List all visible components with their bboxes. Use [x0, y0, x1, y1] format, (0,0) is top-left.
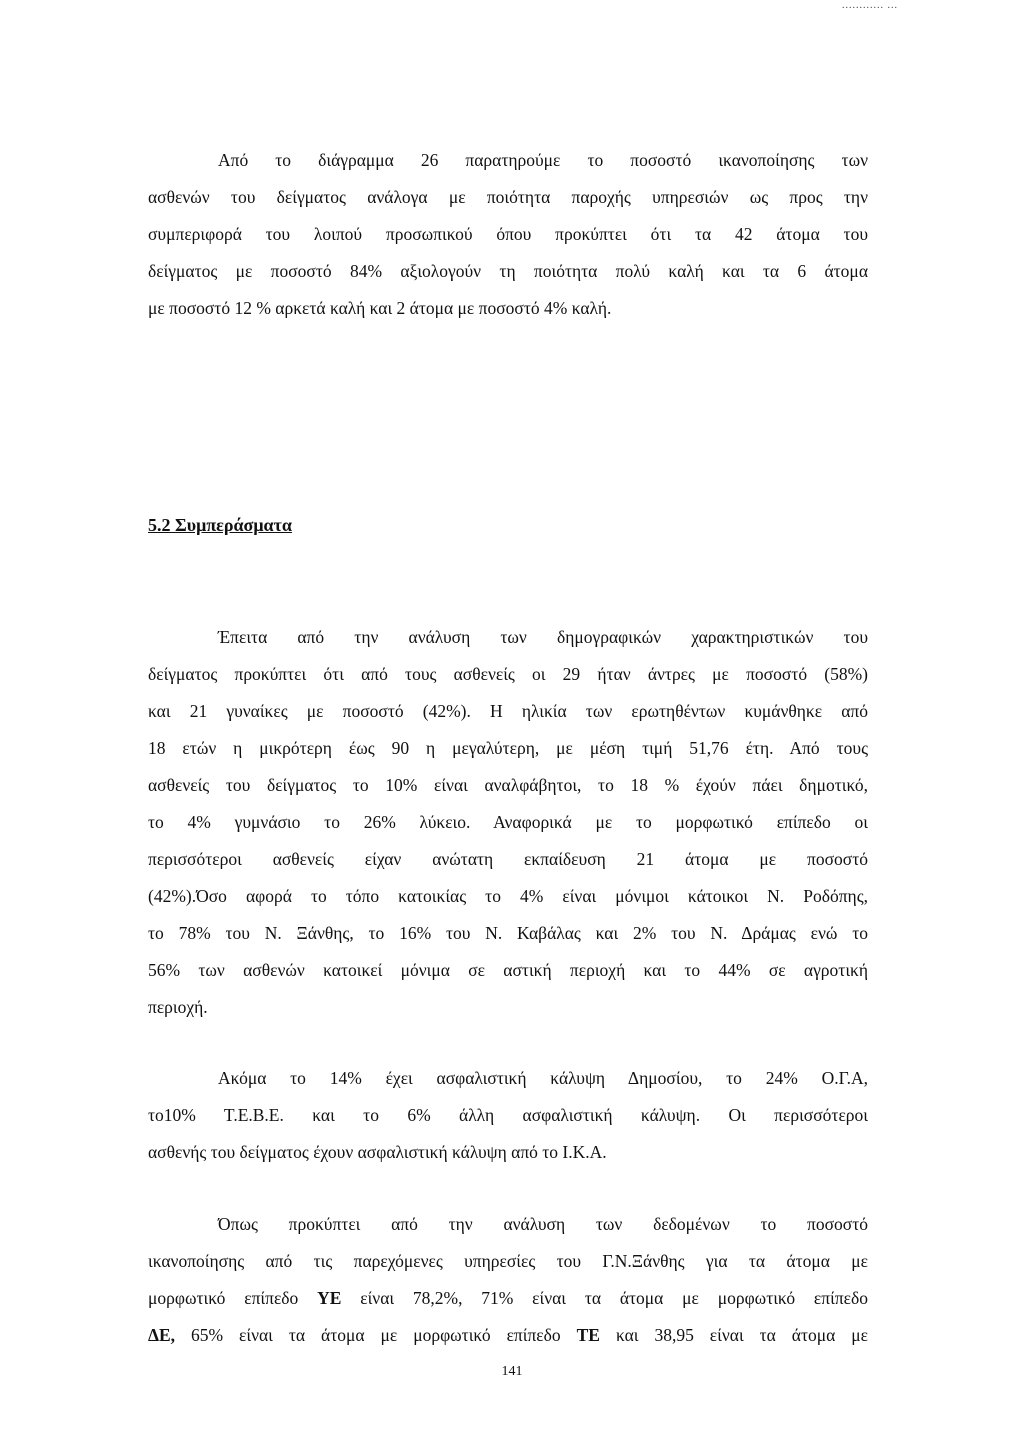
text-line: [148, 1317, 868, 1354]
paragraph-insurance: [148, 1060, 868, 1171]
bold-text: ΥΕ: [317, 1288, 342, 1308]
text-line: Ακόμα το 14% έχει ασφαλιστική κάλυψη Δημοσίου, το 24% Ο.Γ.Α,: [218, 1068, 868, 1088]
text-span: και 38,95 είναι τα άτομα με: [599, 1325, 868, 1345]
paragraph-diagram-26: [148, 142, 868, 327]
text-line: περισσότεροι ασθενείς είχαν ανώτατη εκπαίδευση 21 άτομα με ποσοστό: [148, 849, 868, 869]
text-line: ασθενής του δείγματος έχουν ασφαλιστική κάλυψη από το Ι.Κ.Α.: [148, 1142, 607, 1162]
paragraph-satisfaction: [148, 1206, 868, 1354]
text-span: μορφωτικό επίπεδο: [148, 1288, 318, 1308]
text-line: Όπως προκύπτει από την ανάλυση των δεδομένων το ποσοστό: [218, 1214, 868, 1234]
text-line: συμπεριφορά του λοιπού προσωπικού όπου προκύπτει ότι τα 42 άτομα του: [148, 224, 868, 244]
text-line: ασθενών του δείγματος ανάλογα με ποιότητα παροχής υπηρεσιών ως προς την: [148, 187, 868, 207]
text-span: 65% είναι τα άτομα με μορφωτικό επίπεδο: [175, 1325, 577, 1345]
scan-artifact: ............ ...: [842, 0, 898, 11]
bold-text: ΔΕ,: [148, 1325, 176, 1345]
text-line: δείγματος με ποσοστό 84% αξιολογούν τη ποιότητα πολύ καλή και τα 6 άτομα: [148, 261, 868, 281]
page-number: 141: [501, 1364, 523, 1379]
text-line: Από το διάγραμμα 26 παρατηρούμε το ποσοστό ικανοποίησης των: [218, 150, 868, 170]
text-line: [148, 1280, 868, 1317]
text-line: με ποσοστό 12 % αρκετά καλή και 2 άτομα με ποσοστό 4% καλή.: [148, 298, 612, 318]
text-line: δείγματος προκύπτει ότι από τους ασθενείς οι 29 ήταν άντρες με ποσοστό (58%): [148, 664, 868, 684]
text-line: και 21 γυναίκες με ποσοστό (42%). Η ηλικία των ερωτηθέντων κυμάνθηκε από: [148, 701, 868, 721]
text-line: 56% των ασθενών κατοικεί μόνιμα σε αστική περιοχή και το 44% σε αγροτική: [148, 960, 868, 980]
paragraph-demographics: [148, 619, 868, 1026]
text-line: (42%).Όσο αφορά το τόπο κατοικίας το 4% είναι μόνιμοι κάτοικοι Ν. Ροδόπης,: [148, 886, 868, 906]
bold-text: ΤΕ: [576, 1325, 600, 1345]
text-line: περιοχή.: [148, 997, 208, 1017]
text-line: 18 ετών η μικρότερη έως 90 η μεγαλύτερη, με μέση τιμή 51,76 έτη. Από τους: [148, 738, 868, 758]
text-line: ικανοποίησης από τις παρεχόμενες υπηρεσίες του Γ.Ν.Ξάνθης για τα άτομα με: [148, 1251, 868, 1271]
text-line: Έπειτα από την ανάλυση των δημογραφικών χαρακτηριστικών του: [218, 627, 868, 647]
text-line: το 78% του Ν. Ξάνθης, το 16% του Ν. Καβάλας και 2% του Ν. Δράμας ενώ το: [148, 923, 868, 943]
text-line: το10% Τ.Ε.Β.Ε. και το 6% άλλη ασφαλιστική κάλυψη. Οι περισσότεροι: [148, 1105, 868, 1125]
text-span: είναι 78,2%, 71% είναι τα άτομα με μορφωτικό επίπεδο: [341, 1288, 868, 1308]
section-heading: 5.2 Συμπεράσματα: [148, 515, 292, 535]
text-line: το 4% γυμνάσιο το 26% λύκειο. Αναφορικά με το μορφωτικό επίπεδο οι: [148, 812, 868, 832]
text-line: ασθενείς του δείγματος το 10% είναι αναλφάβητοι, το 18 % έχούν πάει δημοτικό,: [148, 775, 868, 795]
